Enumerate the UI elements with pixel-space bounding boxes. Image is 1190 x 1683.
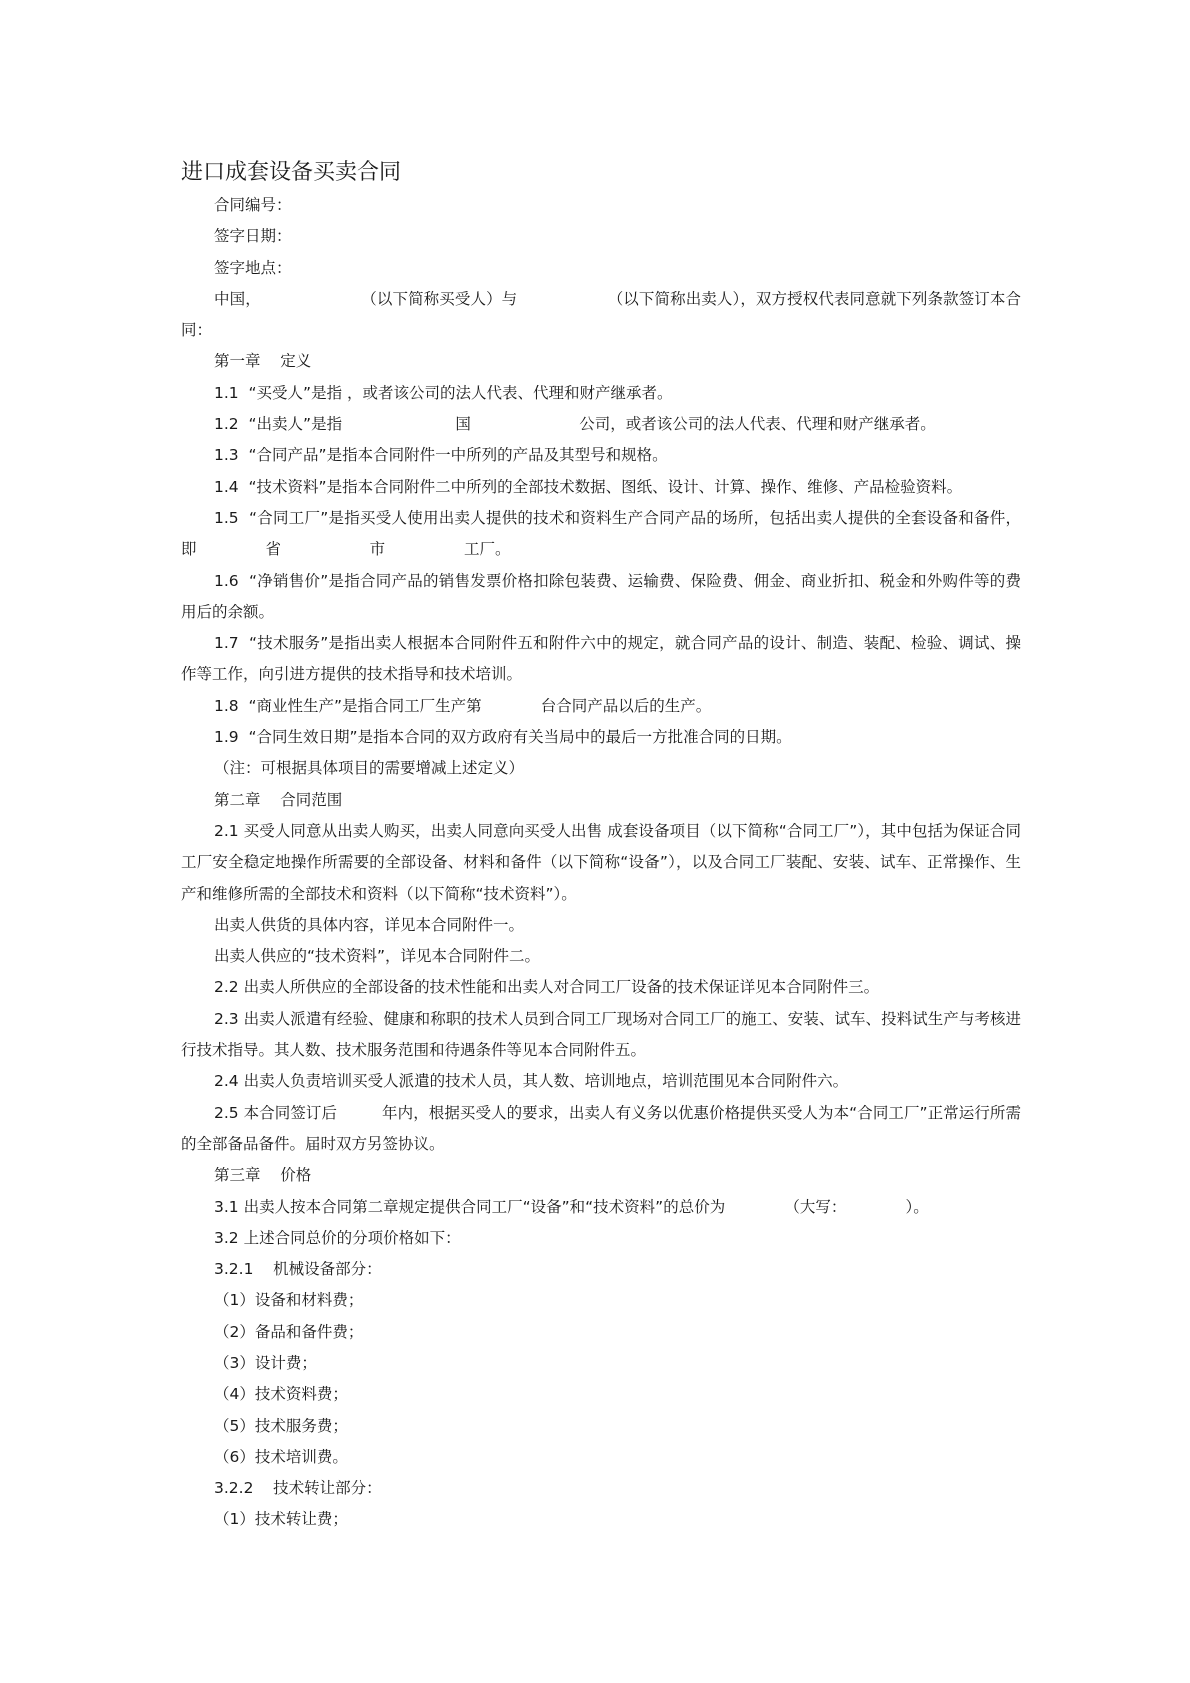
document-title: 进口成套设备买卖合同 bbox=[181, 160, 402, 185]
list-item: （3）设计费； bbox=[214, 1353, 317, 1372]
paragraph-parties: 中国， （以下简称买受人）与 （以下简称出卖人），双方授权代表同意就下列条款签订本合同： bbox=[181, 289, 1021, 340]
clause: 2.2 出卖人所供应的全部设备的技术性能和出卖人对合同工厂设备的技术保证详见本合同附件三。 bbox=[214, 978, 880, 997]
clause: 1.7 “技术服务”是指出卖人根据本合同附件五和附件六中的规定，就合同产品的设计、制造、装配、检验、调试、操作等工作，向引进方提供的技术指导和技术培训。 bbox=[181, 634, 1021, 684]
document-body bbox=[181, 190, 1021, 1536]
clause: 2.5 本合同签订后 年内，根据买受人的要求，出卖人有义务以优惠价格提供买受人为本“合同工厂”正常运行所需的全部备品备件。届时双方另签协议。 bbox=[181, 1103, 1021, 1153]
clause: 1.4 “技术资料”是指本合同附件二中所列的全部技术数据、图纸、设计、计算、操作、维修、产品检验资料。 bbox=[214, 477, 963, 496]
list-item: （5）技术服务费； bbox=[214, 1416, 348, 1435]
paragraph-contract-number: 合同编号： bbox=[214, 196, 292, 214]
sub-clause-heading: 3.2.1 机械设备部分： bbox=[214, 1260, 382, 1279]
paragraph-signing-place: 签字地点： bbox=[214, 258, 292, 277]
clause: 出卖人供应的“技术资料”，详见本合同附件二。 bbox=[214, 947, 541, 966]
list-item: （4）技术资料费； bbox=[214, 1385, 348, 1404]
clause: 1.3 “合同产品”是指本合同附件一中所列的产品及其型号和规格。 bbox=[214, 446, 668, 465]
list-item: （6）技术培训费。 bbox=[214, 1447, 348, 1466]
chapter-heading: 第三章 价格 bbox=[214, 1166, 312, 1185]
list-item: （2）备品和备件费； bbox=[214, 1322, 364, 1341]
clause: 2.4 出卖人负责培训买受人派遣的技术人员，其人数、培训地点，培训范围见本合同附件六。 bbox=[214, 1072, 849, 1091]
clause: 1.6 “净销售价”是指合同产品的销售发票价格扣除包装费、运输费、保险费、佣金、商业折扣、税金和外购件等的费用后的余额。 bbox=[181, 571, 1021, 621]
note: （注：可根据具体项目的需要增减上述定义） bbox=[214, 759, 525, 778]
clause: 1.1 “买受人”是指 ，或者该公司的法人代表、代理和财产继承者。 bbox=[214, 383, 673, 402]
clause: 3.2 上述合同总价的分项价格如下： bbox=[214, 1228, 461, 1247]
list-item: （1）设备和材料费； bbox=[214, 1291, 364, 1310]
clause: 3.1 出卖人按本合同第二章规定提供合同工厂“设备”和“技术资料”的总价为 （大写： ）。 bbox=[214, 1197, 929, 1216]
clause: 2.3 出卖人派遣有经验、健康和称职的技术人员到合同工厂现场对合同工厂的施工、安装、试车、投料试生产与考核进行技术指导。其人数、技术服务范围和待遇条件等见本合同附件五。 bbox=[181, 1009, 1021, 1060]
chapter-heading: 第一章 定义 bbox=[214, 352, 312, 371]
list-item: （1）技术转让费； bbox=[214, 1510, 348, 1529]
clause: 1.8 “商业性生产”是指合同工厂生产第 台合同产品以后的生产。 bbox=[214, 696, 712, 715]
clause: 2.1 买受人同意从出卖人购买，出卖人同意向买受人出售 成套设备项目（以下简称“合同工厂”），其中包括为保证合同工厂安全稳定地操作所需要的全部设备、材料和备件（以下简称“设备”），以及合同工厂装配、安装、试车、正常操作、生产和维修所需的全部技术和资料（以下简称“技术资料”）。 bbox=[181, 821, 1021, 903]
clause: 1.2 “出卖人”是指 国 公司，或者该公司的法人代表、代理和财产继承者。 bbox=[214, 415, 936, 434]
clause: 出卖人供货的具体内容，详见本合同附件一。 bbox=[214, 915, 525, 934]
paragraph-signing-date: 签字日期： bbox=[214, 227, 292, 246]
sub-clause-heading: 3.2.2 技术转让部分： bbox=[214, 1479, 382, 1498]
clause: 1.5 “合同工厂”是指买受人使用出卖人提供的技术和资料生产合同产品的场所，包括出卖人提供的全套设备和备件，即 省 市 工厂。 bbox=[181, 508, 1021, 559]
chapter-heading: 第二章 合同范围 bbox=[214, 790, 343, 809]
clause: 1.9 “合同生效日期”是指本合同的双方政府有关当局中的最后一方批准合同的日期。 bbox=[214, 728, 792, 747]
